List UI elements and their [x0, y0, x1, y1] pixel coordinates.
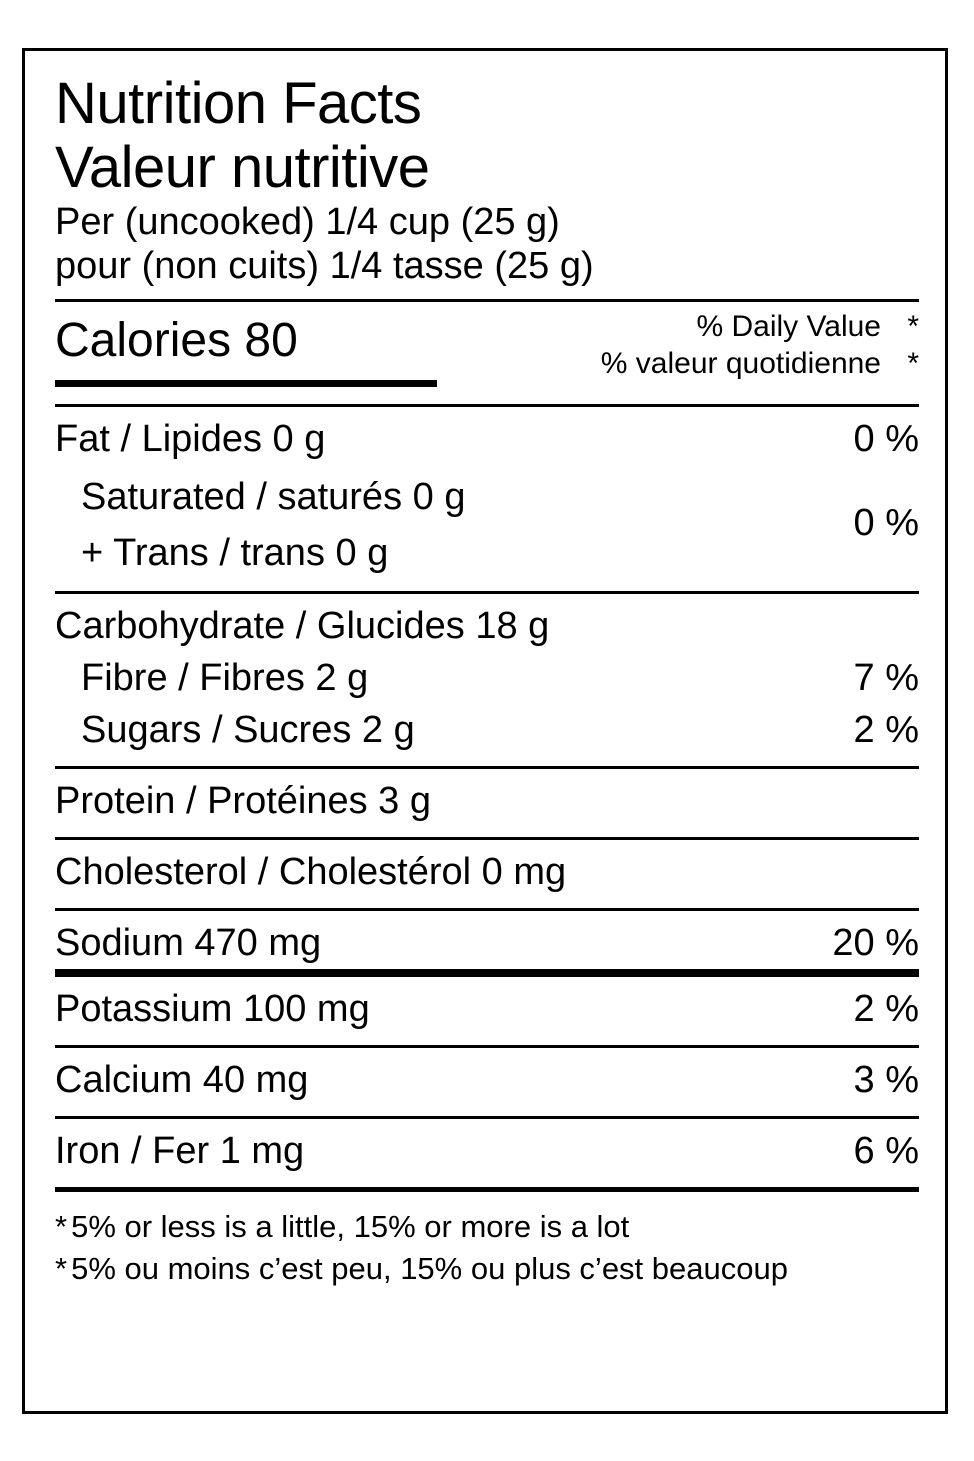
sodium-label: Sodium 470 mg: [55, 922, 322, 964]
table-row-sugars: [55, 704, 919, 756]
calories-block: [55, 302, 919, 394]
sugars-value: 2 %: [853, 709, 919, 751]
sodium-value: 20 %: [832, 922, 919, 964]
footnotes: [55, 1206, 919, 1290]
potassium-label: Potassium 100 mg: [55, 988, 370, 1030]
calcium-label: Calcium 40 mg: [55, 1059, 309, 1101]
table-row-iron: [55, 1125, 919, 1177]
serving-size-french: pour (non cuits) 1/4 tasse (25 g): [55, 245, 594, 287]
page-title-english: Nutrition Facts: [55, 71, 422, 136]
nutrition-facts-content: [55, 73, 919, 1290]
protein-label: Protein / Protéines 3 g: [55, 780, 431, 822]
trans-label: + Trans / trans 0 g: [81, 532, 389, 574]
table-row-calcium: [55, 1054, 919, 1106]
table-row-fibre: [55, 652, 919, 704]
potassium-value: 2 %: [853, 988, 919, 1030]
page-title-french: Valeur nutritive: [55, 135, 430, 200]
table-row-cholesterol: [55, 846, 919, 898]
iron-label: Iron / Fer 1 mg: [55, 1130, 305, 1172]
footnote-english-text: 5% or less is a little, 15% or more is a lot: [71, 1209, 630, 1244]
table-row-fat: [55, 413, 919, 469]
daily-value-header: [399, 308, 919, 382]
daily-value-english-label: % Daily Value: [696, 310, 881, 343]
serving-size-english: Per (uncooked) 1/4 cup (25 g): [55, 201, 560, 243]
footnote-french-text: 5% ou moins c’est peu, 15% ou plus c’est beaucoup: [71, 1251, 788, 1286]
table-row-sodium: [55, 917, 919, 969]
nutrition-facts-panel: [22, 48, 948, 1414]
table-row-carbohydrate: [55, 600, 919, 652]
daily-value-english-row: [399, 308, 919, 345]
asterisk-icon-footnote-french: *: [55, 1251, 68, 1286]
footnote-english: [55, 1206, 919, 1248]
saturated-trans-labels: [55, 469, 465, 581]
carbohydrate-label: Carbohydrate / Glucides 18 g: [55, 605, 550, 647]
iron-value: 6 %: [853, 1130, 919, 1172]
table-row-potassium: [55, 983, 919, 1035]
saturated-label: Saturated / saturés 0 g: [81, 476, 466, 518]
fibre-label: Fibre / Fibres 2 g: [81, 657, 369, 699]
footnote-french: [55, 1248, 919, 1290]
calcium-value: 3 %: [853, 1059, 919, 1101]
asterisk-icon-footnote-english: *: [55, 1209, 68, 1244]
fibre-value: 7 %: [853, 657, 919, 699]
daily-value-french-label: % valeur quotidienne: [600, 347, 881, 380]
asterisk-icon-english: *: [907, 310, 919, 343]
divider-above-potassium: [55, 969, 919, 977]
fat-label: Fat / Lipides 0 g: [55, 418, 326, 460]
table-row-protein: [55, 775, 919, 827]
calories-underline: [55, 380, 437, 387]
calories-value: Calories 80: [55, 314, 298, 367]
fat-value: 0 %: [853, 418, 919, 460]
table-row-saturated-trans: [55, 469, 919, 581]
divider-above-footnotes: [55, 1187, 919, 1192]
asterisk-icon-french: *: [907, 347, 919, 380]
sugars-label: Sugars / Sucres 2 g: [81, 709, 415, 751]
saturated-value: 0 %: [853, 502, 919, 544]
cholesterol-label: Cholesterol / Cholestérol 0 mg: [55, 851, 567, 893]
daily-value-french-row: [399, 345, 919, 382]
